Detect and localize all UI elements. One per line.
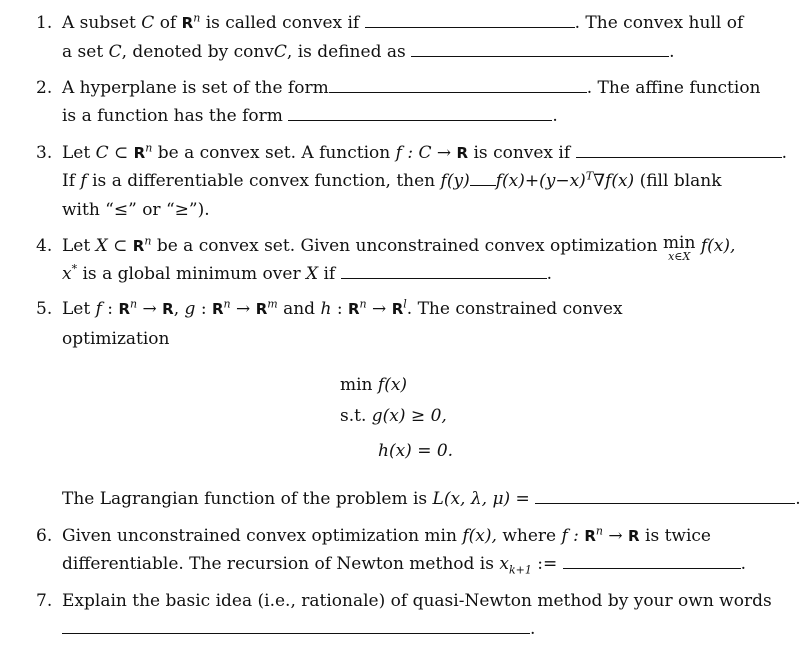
q5-line3 [62, 488, 801, 510]
q1-text: . The convex hull of [574, 13, 744, 33]
q2-blank-hyperplane[interactable] [329, 77, 587, 93]
q6-subscript: k+1 [508, 563, 532, 577]
q6-text: Given unconstrained convex optimization min [62, 526, 457, 546]
q5-line1 [36, 297, 734, 320]
q6-text: where [502, 526, 557, 546]
q5-reals: R [347, 300, 360, 318]
q1-math: C [273, 42, 287, 62]
q5-text: , [173, 299, 180, 319]
q3-math: f : C → [395, 143, 452, 163]
q5-text: → [372, 299, 387, 319]
q6-text: . [740, 554, 747, 574]
q6-blank-newton[interactable] [563, 553, 741, 569]
q6-reals: R [628, 527, 640, 545]
q6-math: f : [561, 526, 579, 546]
q4-min-operator [663, 235, 696, 263]
q5-opt-equality: h(x) = 0. [378, 441, 454, 461]
q1-text: . [669, 42, 675, 62]
q2-blank-affine[interactable] [288, 105, 552, 121]
q3-text: Let [62, 143, 91, 163]
q5-exponent: l [403, 297, 407, 311]
q1-text: a set [62, 42, 104, 62]
q1-blank-hull[interactable] [411, 41, 669, 57]
q2-number: 2. [36, 78, 53, 98]
q3-text: is convex if [473, 143, 571, 163]
q4-text: . [546, 264, 553, 284]
q4-math: X ⊂ [95, 236, 128, 256]
q4-min-label: min [662, 233, 696, 253]
q5-text: : [336, 299, 343, 319]
q4-line2 [62, 263, 734, 285]
q7-blank-quasi-newton[interactable] [62, 618, 530, 634]
q5-text: → [142, 299, 157, 319]
q5-blank-lagrangian[interactable] [535, 488, 795, 504]
q5-opt-objective: f(x) [377, 375, 408, 395]
q5-math: h [320, 299, 332, 319]
q3-text: (fill blank [639, 171, 722, 191]
q5-text: . The constrained convex [406, 299, 623, 319]
q4-math: f(x), [700, 236, 736, 256]
q3-text: If [62, 171, 76, 191]
q6-line2 [62, 553, 747, 577]
q5-exponent: n [359, 297, 367, 311]
q5-text: . [795, 489, 801, 509]
q5-opt-row3 [378, 440, 453, 462]
q3-exponent: n [145, 141, 153, 155]
q7-line1 [36, 590, 772, 612]
q1-number: 1. [36, 13, 53, 33]
q5-opt-inequality: g(x) ≥ 0, [371, 406, 447, 426]
q5-opt-st: s.t. [340, 406, 367, 426]
q4-text: is a global minimum over [82, 264, 301, 284]
q1-text: A subset [62, 13, 136, 33]
q5-opt-row1 [340, 374, 407, 396]
q2-text: A hyperplane is set of the form [62, 78, 329, 98]
q4-reals: R [132, 237, 145, 255]
q5-number: 5. [36, 299, 53, 319]
q3-reals: R [456, 144, 469, 162]
q6-math: x [499, 554, 509, 574]
q6-text: → [608, 526, 623, 546]
q3-blank-convex-def[interactable] [576, 142, 782, 158]
q5-opt-min: min [340, 375, 373, 395]
q7-text: Explain the basic idea (i.e., rationale) of quasi-Newton method by your own words [62, 591, 772, 611]
q1-math: C [108, 42, 122, 62]
q5-exponent: n [223, 297, 231, 311]
q1-reals: R [181, 14, 194, 32]
q4-exponent: n [144, 234, 152, 248]
q5-reals: R [162, 300, 174, 318]
q4-blank-global-min[interactable] [341, 263, 547, 279]
q5-text: optimization [62, 329, 170, 349]
q3-math: f [80, 171, 87, 191]
q3-blank-inequality[interactable] [470, 170, 496, 186]
q4-star: * [71, 262, 78, 276]
q3-math: f(y) [440, 171, 470, 191]
q7-text: . [530, 619, 536, 639]
q5-reals: R [255, 300, 268, 318]
q1-line2 [62, 41, 734, 63]
q1-exponent: n [193, 11, 201, 25]
q7-line2 [62, 618, 734, 640]
q5-math: g [184, 299, 196, 319]
q5-text: → [236, 299, 251, 319]
q4-min-subscript: x∈X [668, 250, 691, 263]
q5-exponent: n [130, 297, 138, 311]
q2-line2 [62, 105, 734, 127]
q3-line3 [62, 199, 734, 221]
q5-opt-row2 [340, 405, 447, 427]
q4-text: if [323, 264, 336, 284]
q2-text: . [552, 106, 558, 126]
q6-text: is twice [645, 526, 711, 546]
q5-reals: R [118, 300, 130, 318]
q4-math: X [305, 264, 319, 284]
q5-line2 [62, 328, 734, 350]
q4-line1 [36, 233, 736, 263]
q1-text: , is defined as [286, 42, 406, 62]
q4-text: Let [62, 236, 91, 256]
q3-text: is a differentiable convex function, then [92, 171, 436, 191]
q6-text: differentiable. The recursion of Newton method is [62, 554, 494, 574]
q5-exponent: m [267, 297, 278, 311]
q3-number: 3. [36, 143, 53, 163]
q5-text: and [283, 299, 316, 319]
q5-math: L(x, λ, μ) = [432, 489, 530, 509]
q1-text: of [159, 13, 177, 33]
q1-text: , denoted by conv [121, 42, 274, 62]
q3-text: be a convex set. A function [157, 143, 391, 163]
q2-text: . The affine function [586, 78, 761, 98]
q5-reals: R [211, 300, 224, 318]
q2-text: is a function has the form [62, 106, 283, 126]
q2-line1 [36, 77, 761, 99]
q1-math: C [141, 13, 155, 33]
q6-number: 6. [36, 526, 53, 546]
q6-reals: R [584, 527, 596, 545]
q6-line1 [36, 524, 734, 547]
q3-math: f(x)+(y−x) [495, 171, 586, 191]
q4-number: 4. [36, 236, 53, 256]
q7-number: 7. [36, 591, 53, 611]
q5-text: The Lagrangian function of the problem is [62, 489, 428, 509]
q5-math: f [95, 299, 102, 319]
q3-line2 [62, 170, 734, 192]
q3-math: C ⊂ [95, 143, 129, 163]
q6-math: f(x), [462, 526, 497, 546]
q6-exponent: n [595, 524, 603, 538]
q1-blank-convex[interactable] [365, 12, 575, 28]
q5-text: : [200, 299, 207, 319]
q3-exponent: T [585, 169, 594, 183]
q1-line1 [36, 11, 744, 34]
q3-reals: R [133, 144, 146, 162]
q3-line1 [36, 141, 787, 164]
q1-text: is called convex if [205, 13, 360, 33]
q3-math: ∇f(x) [593, 171, 635, 191]
q5-text: : [107, 299, 114, 319]
q5-text: Let [62, 299, 91, 319]
q6-text: := [537, 554, 558, 574]
q3-text: . [781, 143, 787, 163]
q5-reals: R [391, 300, 404, 318]
q3-text: with “≤” or “≥”). [62, 200, 210, 220]
q4-math: x [62, 264, 72, 284]
q4-text: be a convex set. Given unconstrained convex optimization [156, 236, 658, 256]
